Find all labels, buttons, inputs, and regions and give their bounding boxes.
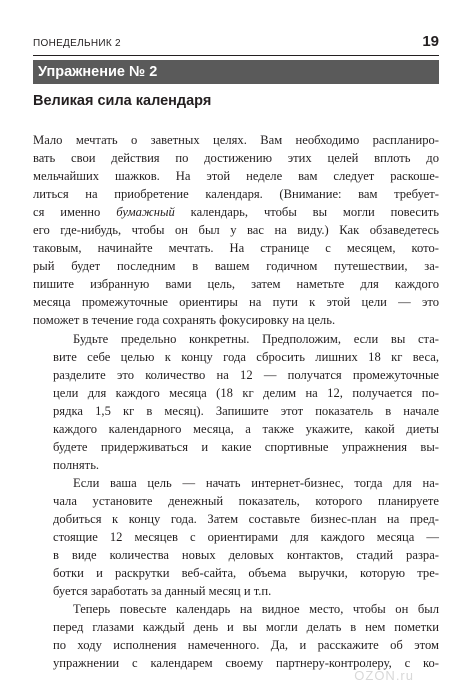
text-line: каждого календарного месяца, а также укажите, какой диеты	[53, 421, 439, 436]
text-line: пишите избранную вами цель, затем наметьте для каждого	[33, 277, 439, 292]
text-line: упражнении с календарем своему партнеру-контролеру, с ко-	[53, 656, 439, 671]
paragraph-1	[33, 131, 439, 330]
paragraph-3	[33, 474, 439, 600]
text-line: Если ваша цель — начать интернет-бизнес, тогда для на-	[73, 475, 439, 490]
text-line: мельчайших шажков. На этой неделе вам следует раскоше-	[33, 169, 439, 184]
header-rule	[33, 55, 439, 56]
text-line: чала установите денежный показатель, которого планируете	[53, 493, 439, 508]
watermark: OZON.ru	[354, 668, 414, 683]
text-line: цели для каждого месяца (18 кг делим на 12, получается по-	[53, 385, 439, 400]
text-line: стоящие 12 месяцев с ориентирами для каждого месяца —	[53, 530, 439, 545]
text-segment: ся именно	[33, 205, 117, 220]
text-line: разделите это количество на 12 — получатся промежуточные	[53, 367, 439, 382]
text-line: ботки и раскрутки веб-сайта, объема выручки, которую тре-	[53, 566, 439, 581]
text-line: поможет в течение года сохранять фокусировку на цель.	[33, 313, 336, 328]
text-line: литься на приобретение календаря. (Внимание: вам требует-	[33, 187, 439, 202]
exercise-title: Великая сила календаря	[33, 93, 212, 109]
text-segment: календарь, чтобы вы могли повесить	[174, 205, 439, 220]
exercise-label: Упражнение № 2	[33, 60, 439, 84]
text-line: вать свои действия по достижению этих целей вплоть до	[33, 151, 439, 166]
text-line-with-italic	[33, 203, 439, 221]
paragraph-2	[33, 330, 439, 474]
page-number: 19	[422, 33, 439, 50]
text-line: перед глазами каждый день и вы могли делать в нем пометки	[53, 620, 439, 635]
paragraph-4	[33, 600, 439, 672]
text-line: таковым, начинайте мечтать. На странице с месяцем, кото-	[33, 241, 439, 256]
text-line: рядка 1,5 кг в месяц). Запишите этот показатель в начале	[53, 403, 439, 418]
text-line: буется заработать за данный месяц и т.п.	[53, 584, 272, 599]
text-line: Будьте предельно конкретны. Предположим, если вы ста-	[73, 331, 439, 346]
running-head: ПОНЕДЕЛЬНИК 2	[33, 38, 121, 49]
text-line: вите себе целью к концу года сбросить лишних 18 кг веса,	[53, 349, 439, 364]
italic-word: бумажный	[116, 205, 175, 220]
text-line: добиться к концу года. Затем составьте бизнес-план на пред-	[53, 511, 439, 526]
body-text	[33, 131, 439, 672]
text-line: месяца промежуточные ориентиры на пути к этой цели — это	[33, 295, 439, 310]
text-line: по ходу исполнения намеченного. Да, и расскажите об этом	[53, 638, 439, 653]
text-line: Мало мечтать о заветных целях. Вам необходимо распланиро-	[33, 133, 439, 147]
text-line: в виде количества новых деловых контактов, стадий разра-	[53, 548, 439, 563]
text-line: рый будет последним в вашем годичном путешествии, за-	[33, 259, 439, 274]
text-line: Теперь повесьте календарь на видное место, чтобы он был	[73, 602, 439, 617]
text-line: его где-нибудь, чтобы он был у вас на виду.) Как обзаведетесь	[33, 223, 439, 238]
text-line: полнять.	[53, 457, 100, 472]
text-line: будете придерживаться и какие спортивные упражнения вы-	[53, 439, 439, 454]
